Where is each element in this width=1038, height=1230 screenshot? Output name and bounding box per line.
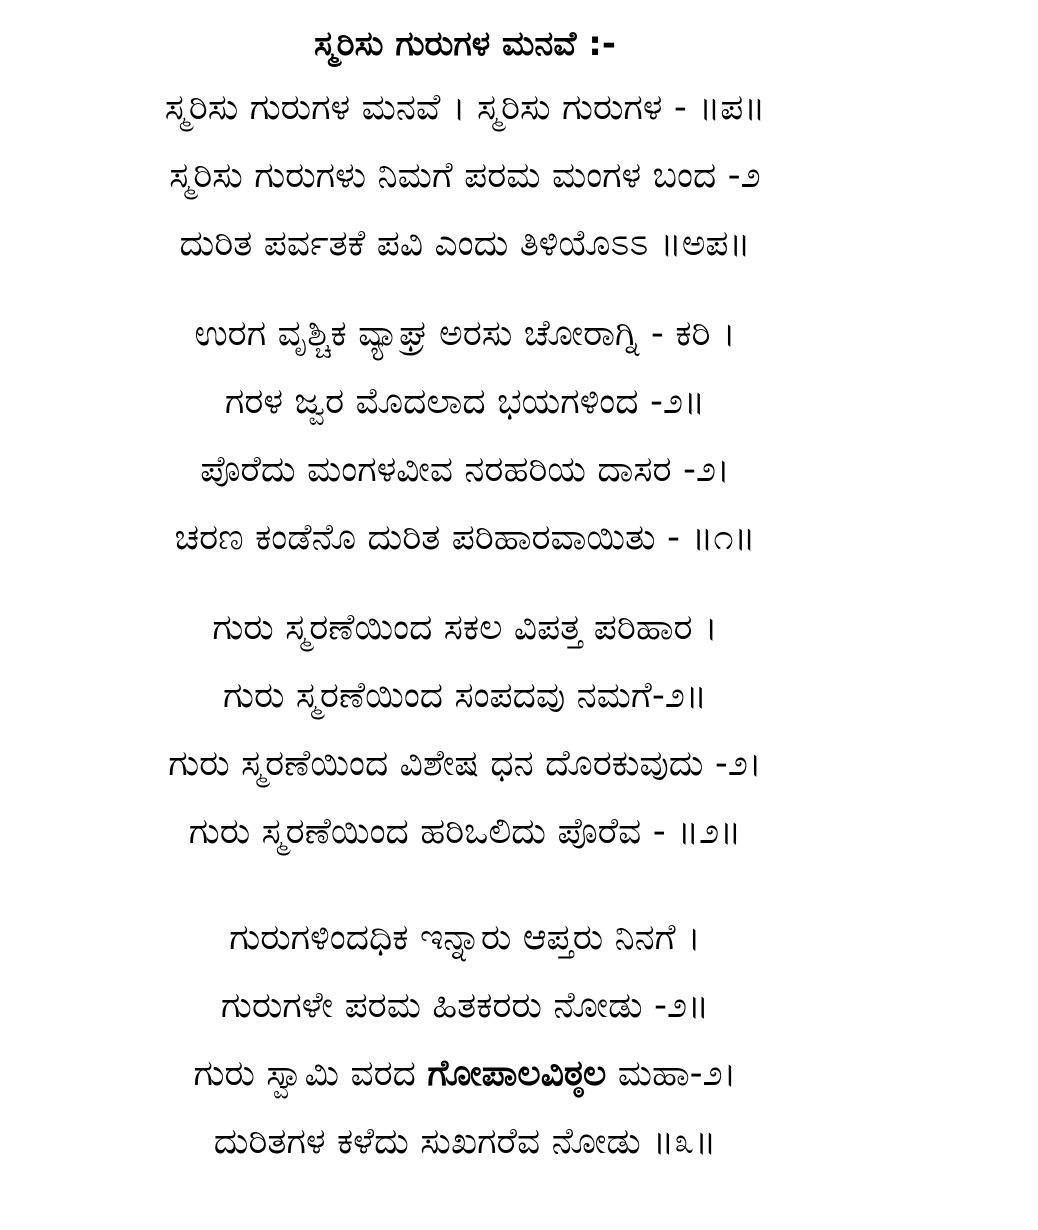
poem-line: ಸ್ಮರಿಸು ಗುರುಗಳು ನಿಮಗೆ ಪರಮ ಮಂಗಳ ಬಂದ -೨ [169,155,761,196]
poem-line-end: ಮಹಾ-೨। [606,1053,737,1094]
poem-line-start: ಗುರು ಸ್ವಾಮಿ ವರದ [193,1053,428,1094]
poem-line: ದುರಿತಗಳ ಕಳೆದು ಸುಖಗರೆವ ನೋಡು ॥೩॥ [213,1121,717,1162]
poem-line: ಚರಣ ಕಂಡೆನೊ ದುರಿತ ಪರಿಹಾರವಾಯಿತು - ॥೧॥ [174,517,756,558]
poem-line: ಗುರು ಸ್ಮರಣೆಯಿಂದ ವಿಶೇಷ ಧನ ದೊರಕುವುದು -೨। [168,743,762,784]
poem-line: ಉರಗ ವೃಶ್ಚಿಕ ವ್ಯಾಘ್ರ ಅರಸು ಚೋರಾಗ್ನಿ - ಕರಿ । [194,313,736,354]
poem-title: ಸ್ಮರಿಸು ಗುರುಗಳ ಮನವೆ :- [313,24,616,64]
poem-line: ಗುರುಗಳಿಂದಧಿಕ ಇನ್ನಾರು ಆಪ್ತರು ನಿನಗೆ । [229,917,701,958]
poem-line: ದುರಿತ ಪರ್ವತಕೆ ಪವಿ ಎಂದು ತಿಳಿಯೊಽಽ ॥ಅಪ॥ [179,223,751,264]
poem-line: ಸ್ಮರಿಸು ಗುರುಗಳ ಮನವೆ । ಸ್ಮರಿಸು ಗುರುಗಳ - ॥ಪ॥ [164,87,766,128]
poem-line: ಗುರುಗಳೇ ಪರಮ ಹಿತಕರರು ನೋಡು -೨॥ [220,985,710,1026]
poem-line: ಗುರು ಸ್ಮರಣೆಯಿಂದ ಸಕಲ ವಿಪತ್ತ ಪರಿಹಾರ । [212,607,718,648]
ankita-name: ಗೋಪಾಲವಿಠ್ಠಲ [427,1053,607,1094]
poem-line: ಪೊರೆದು ಮಂಗಳವೀವ ನರಹರಿಯ ದಾಸರ -೨। [200,449,730,490]
poem-line-signature [0,1050,930,1098]
poem-line: ಗರಳ ಜ್ವರ ಮೊದಲಾದ ಭಯಗಳಿಂದ -೨॥ [224,381,706,422]
poem-line: ಗುರು ಸ್ಮರಣೆಯಿಂದ ಸಂಪದವು ನಮಗೆ-೨॥ [223,675,707,716]
poem-line: ಗುರು ಸ್ಮರಣೆಯಿಂದ ಹರಿಒಲಿದು ಪೊರೆವ - ॥೨॥ [188,811,742,852]
